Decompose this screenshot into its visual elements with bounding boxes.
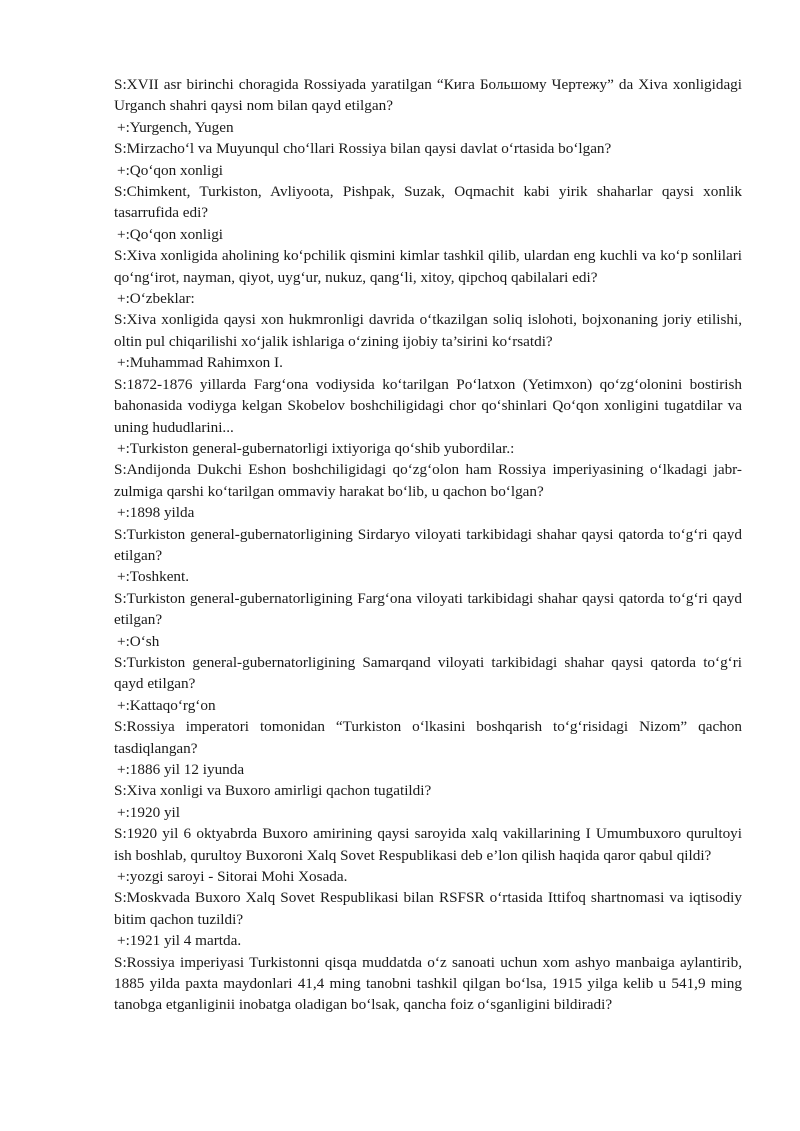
document-page — [114, 74, 742, 1016]
answer-text: +:Turkiston general-gubernatorligi ixtiyoriga qo‘shib yubordilar.: — [117, 439, 515, 457]
answer-text: +:Yurgench, Yugen — [117, 118, 234, 136]
answer-text: +:O‘sh — [117, 632, 160, 650]
question-text: S:Rossiya imperatori tomonidan “Turkiston o‘lkasini boshqarish to‘g‘risidagi Nizom” qachon tasdiqlangan? — [114, 718, 742, 757]
answer-text: +:1886 yil 12 iyunda — [117, 761, 245, 778]
question-text: S:Turkiston general-gubernatorligining Sirdaryo viloyati tarkibidagi shahar qaysi qatorda to‘g‘ri qayd etilgan? — [114, 525, 742, 564]
answer-text: +:1920 yil — [117, 803, 180, 821]
question-text: S:1920 yil 6 oktyabrda Buxoro amirining qaysi saroyida xalq vakillarining I Umumbuxoro qurultoyi ish boshlab, qurultoy Buxoroni Xalq Sovet Respublikasi deb e’lon qilish haqida qaror qabul qildi? — [114, 825, 742, 864]
question-text: S:Rossiya imperiyasi Turkistonni qisqa muddatda o‘z sanoati uchun xom ashyo manbaiga aylantirib, 1885 yilda paxta maydonlari 41,4 ming tanobni tashkil qilgan bo‘lsa, 1915 yilga kelib u 541,9 ming tanobga etganliginii inobatga oladigan bo‘lsak, qancha foiz o‘sganligini bildiradi? — [114, 953, 742, 1014]
question-text: S:1872-1876 yillarda Farg‘ona vodiysida ko‘tarilgan Po‘latxon (Yetimxon) qo‘zg‘olonini bostirish bahonasida vodiyga kelgan Skobelov boshchiligidagi chor qo‘shinlari Qo‘qon xonligini tugatdilar va uning hududlarini... — [114, 375, 742, 436]
answer-text: +:yozgi saroyi - Sitorai Mohi Xosada. — [117, 868, 348, 886]
question-text: S:Xiva xonligida aholining ko‘pchilik qismini kimlar tashkil qilib, ulardan eng kuchli va ko‘p sonlilari qo‘ng‘irot, nayman, qiyot, uyg‘ur, nukuz, qang‘li, xitoy, qipchoq qabilalari edi? — [114, 247, 742, 286]
answer-text: +:Toshkent. — [117, 568, 190, 586]
answer-text: +:Kattaqo‘rg‘on — [117, 696, 216, 714]
question-text: S:Xiva xonligi va Buxoro amirligi qachon tugatildi? — [114, 782, 432, 800]
answer-text: +:1898 yilda — [117, 504, 195, 522]
question-text: S:Turkiston general-gubernatorligining Farg‘ona viloyati tarkibidagi shahar qaysi qatorda to‘g‘ri qayd etilgan? — [114, 589, 742, 629]
answer-text: +:1921 yil 4 martda. — [117, 932, 242, 950]
question-text: S:Turkiston general-gubernatorligining Samarqand viloyati tarkibidagi shahar qaysi qatorda to‘g‘ri qayd etilgan? — [114, 653, 742, 693]
question-text: S:Xiva xonligida qaysi xon hukmronligi davrida o‘tkazilgan soliq islohoti, bojxonaning joriy etilishi, oltin pul chiqarilishi xo‘jalik ishlariga o‘zining ijobiy ta’sirini ko‘rsatdi? — [114, 311, 742, 350]
answer-text: +:Qo‘qon xonligi — [117, 161, 224, 179]
question-text: S:Chimkent, Turkiston, Avliyoota, Pishpak, Suzak, Oqmachit kabi yirik shaharlar qaysi xonlik tasarrufida edi? — [114, 183, 742, 222]
question-text: S:Andijonda Dukchi Eshon boshchiligidagi qo‘zg‘olon ham Rossiya imperiyasining o‘lkadagi jabr-zulmiga qarshi ko‘tarilgan ommaviy harakat bo‘lib, u qachon bo‘lgan? — [114, 461, 742, 500]
question-text: S:Mirzacho‘l va Muyunqul cho‘llari Rossiya bilan qaysi davlat o‘rtasida bo‘lgan? — [114, 140, 612, 158]
answer-text: +:O‘zbeklar: — [117, 290, 195, 308]
answer-text: +:Muhammad Rahimxon I. — [117, 354, 283, 372]
answer-text: +:Qo‘qon xonligi — [117, 225, 224, 243]
question-text: S:XVII asr birinchi choragida Rossiyada yaratilgan “Кига Большому Чертежу” da Xiva xonligidagi Urganch shahri qaysi nom bilan qayd etilgan? — [114, 76, 742, 115]
question-text: S:Moskvada Buxoro Xalq Sovet Respublikasi bilan RSFSR o‘rtasida Ittifoq shartnomasi va iqtisodiy bitim qachon tuzildi? — [114, 889, 742, 928]
